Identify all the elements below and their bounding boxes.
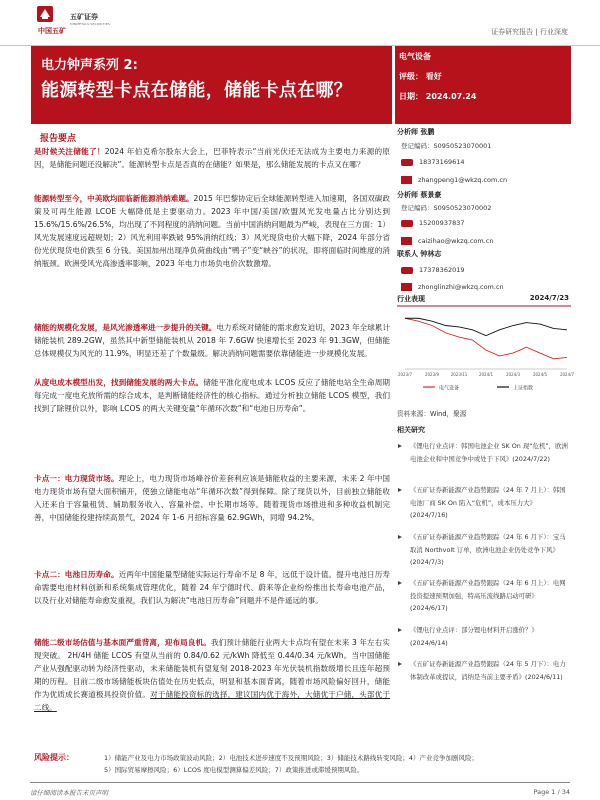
disclaimer-note[interactable]: 请仔细阅读本报告末页声明 (30, 789, 108, 797)
related-item-text[interactable]: 《锂电行业点评：韩国电池企业 SK On 现“危机”，欧洲电池企业和中国竞争中或处于下风》(2024/7/22) (410, 442, 568, 463)
title-banner (31, 46, 392, 124)
brand-name: 五矿证券 (70, 13, 98, 21)
related-item[interactable] (400, 624, 570, 649)
brand-logo (70, 12, 110, 26)
chart-source: 资料来源：Wind，聚源 (397, 410, 467, 418)
chart-date: 2024/7/23 (529, 294, 569, 302)
paragraph-body: 电力系统对储能的需求愈发迫切，2023 年全球累计储能装机 289.2GW，虽然其中新型储能装机从 2018 年 7.6GW 快速增长至 2023 年 91.3GW，但储能总体规模仅为风光的 11.9%，明显还差了个数量级。解决消纳问题需要依靠储能进一步规模化发展。 (34, 323, 390, 359)
x-tick-label: 2024/1 (478, 372, 494, 377)
paragraph-body: 2024 年伯克希尔股东大会上，巴菲特表示“当前光伏还无法成为主要电力来源的原因，是储能问题还没解决”。能源转型卡点是否真的在储能？如果是，那么储能发展的卡点又在哪？ (34, 147, 391, 170)
paragraph-body: 2015 年巴黎协定后全球能源转型进入加速期，各国双碳政策及可再生能源 LCOE 大幅降低是主要驱动力。2023 年中国/美国/欧盟风光发电量占比分别达到 15.6%/15.6%/26.5%，均出现了不同程度的消纳问题。当前中国消纳问题最为严峻，表现在三方面：1）风光发展速度远超规划；2）风光利用率跌破 95%消纳红线；3）风光现货电价大幅下降，2024 年部分省份光伏现货电价跌至 6 分钱。美国加州出现净负荷曲线由“鸭子”变“峡谷”的状况，即将面临时间维度的消纳瓶颈。欧洲受风光高渗透率影响，2023 年电力市场负电价次数激增。 (34, 194, 390, 269)
x-tick-label: 2023/11 (450, 372, 468, 377)
page-number: Page 1 / 34 (533, 788, 570, 796)
date-label: 日期： 2024.07.24 (399, 92, 477, 101)
risk-warning (34, 752, 574, 776)
page-title: 能源转型卡点在储能，储能卡点在哪？ (41, 80, 353, 101)
page-footer (30, 782, 570, 798)
related-item[interactable] (400, 484, 570, 522)
related-item-text[interactable]: 《五矿证券新能源产业趋势跟踪（24 年 5 月下）：电力体制改革或提议，消纳是当前主要矛盾》(2024/6/11) (410, 660, 566, 681)
brand-name-en: MINMETALS SECURITIES (70, 22, 110, 26)
x-tick-label: 2023/7 (397, 372, 413, 377)
industry-performance-chart (397, 289, 575, 401)
paragraph-lead: 能源转型至今，中美欧均面临新能源消纳难题。 (34, 194, 194, 203)
x-tick-label: 2024/3 (505, 372, 521, 377)
related-item[interactable] (400, 658, 570, 683)
phone-text: 17378362019 (419, 266, 465, 274)
risk-line-2: 5）国际贸易摩擦风险；6）LCOS 度电模型测算偏差风险；7）政策推进或滞缓预期风险。 (104, 766, 364, 774)
paragraph-body: 我们预计储能行业两大卡点均有望在未来 3 年左右实现突破。 2H/4H 储能 LCOS 有望从当前的 0.84/0.62 元/kWh 降低至 0.44/0.34 元/kWh。当中国储能产业从强配驱动转为经济性驱动，未来储能装机有望复刻 2018-2023 年光伏装机指数级增长且连年超预期的历程。目前二级市场储能板块估值处在历史低点，明显和基本面背离，随着市场风险偏好回升，储能作为优质成长赛道极具投资价值。 (34, 638, 390, 700)
phone-text: 15200937837 (419, 219, 465, 227)
performance-svg (397, 289, 575, 397)
risk-label: 风险提示： (34, 753, 74, 762)
analyst-email[interactable] (401, 237, 494, 245)
industry-label: 电气设备 (399, 52, 431, 61)
summary-paragraph-2 (34, 192, 390, 271)
analyst-reg: 登记编码：S0950523070001 (401, 142, 492, 150)
legend-label-series2: 上证指数 (513, 385, 534, 392)
chart-title: 行业表现 (397, 295, 425, 303)
related-item[interactable] (400, 577, 570, 615)
page-header (0, 0, 600, 46)
paragraph-body: 近两年中国能量型储能实际运行寿命不足 8 年，远低于设计值。提升电池日历寿命需要电池材料创新和系统集成管理优化，随着 24 年宁德时代、蔚来等企业纷纷推出长寿命电池产品，以及行业对储能寿命愈发重视，我们认为解决“电池日历寿命”问题并不是件遥远的事。 (34, 570, 391, 606)
related-item-text[interactable]: 《五矿证券新能源产业趋势跟踪（24 年 7 月上）：韩国电池厂商 SK On 陷入“危机”，成本压力大》(2024/7/16) (410, 486, 566, 520)
paragraph-body: 储能平准化度电成本 LCOS 反应了储能电站全生命周期每完成一度电充放所需的综合成本，是判断储能经济性的核心指标。通过分析独立储能 LCOS 模型，我们找到了除锂价以外，影响 LCOS 的两大关键变量“年循环次数”和“电池日历寿命”。 (34, 378, 390, 414)
paragraph-body: 理论上，电力现货市场峰谷价差套利应该是储能收益的主要来源，未来 2 年中国电力现货市场有望大面积铺开，使独立储能电站“年循环次数”得到保障。除了现货以外，目前独立储能收入还来自于容量租赁、辅助服务收入、容量补偿、中长期市场等。随着现货市场推进和多种收益机制完善，中国储能投建持续高景气，2024 年 1-6 月招标容量 62.9GWh，同增 94.2%。 (34, 474, 391, 523)
paragraph-lead: 卡点一：电力现货市场。 (34, 474, 119, 483)
logo-main-text: 中国五矿 (38, 27, 66, 35)
email-text[interactable]: zhangpeng1@wkzq.com.cn (418, 176, 508, 184)
analyst-reg: 登记编码：S0950523070002 (401, 204, 492, 212)
legend-label-series1: 电气设备 (439, 385, 460, 392)
paragraph-lead: 储能的规模化发展，是风光渗透率进一步提升的关键。 (34, 323, 217, 332)
summary-paragraph-6 (34, 568, 390, 607)
email-text[interactable]: zhonglinzhi@wkzq.com.cn (418, 283, 504, 291)
summary-paragraph-4 (34, 376, 390, 415)
summary-paragraph-1 (34, 145, 390, 171)
phone-icon (401, 267, 413, 274)
email-icon (401, 237, 412, 245)
paragraph-lead: 卡点二：电池日历寿命。 (34, 570, 119, 579)
related-research-heading: 相关研究 (397, 426, 425, 434)
phone-icon (401, 159, 413, 166)
paragraph-lead: 储能二级市场估值与基本面严重背离，迎布局良机。 (34, 638, 211, 647)
phone-text: 18373169614 (419, 158, 465, 166)
series-line-2 (405, 318, 567, 335)
related-item-text[interactable]: 《五矿证券新能源产业趋势跟踪（24 年 6 月下）：宝马取消 Northvolt 订单，欧洲电池企业仍处竞争下风》(2024/7/3) (410, 533, 566, 567)
x-tick-label: 2024/5 (532, 372, 548, 377)
summary-paragraph-7 (34, 636, 390, 715)
related-item[interactable] (400, 531, 570, 569)
summary-heading: 报告要点 (40, 134, 77, 144)
analyst-name: 分析师 张鹏 (397, 128, 435, 136)
analyst-name: 分析师 蔡景豪 (397, 191, 442, 199)
analyst-email[interactable] (401, 176, 507, 184)
report-type: 证券研究报告 | 行业深度 (491, 28, 568, 36)
minmetals-logo-icon (37, 6, 53, 22)
x-tick-label: 2023/9 (424, 372, 440, 377)
analyst-phone (401, 158, 465, 166)
x-tick-label: 2024/7 (559, 372, 575, 377)
related-item-text[interactable]: 《五矿证券新能源产业趋势跟踪（24 年 6 月上）：电网投资提速预期加强，特高压流线路启动可研》(2024/6/17) (410, 579, 566, 613)
analyst-phone (401, 266, 465, 274)
rating-box (395, 46, 571, 124)
analyst-name: 联系人 钟林志 (397, 250, 442, 258)
series-title: 电力钟声系列 2: (41, 58, 138, 73)
risk-line-1: 1）储能产业及电力市场政策波动风险；2）电池技术进步速度不及预期风险；3）储能技术路线转变风险；4）产业竞争加剧风险； (104, 754, 479, 762)
summary-paragraph-3 (34, 321, 390, 360)
series-line-1 (405, 318, 567, 359)
email-text[interactable]: caizihao@wkzq.com.cn (418, 237, 494, 245)
rating-label: 评级： 看好 (399, 72, 442, 81)
analyst-phone (401, 219, 465, 227)
paragraph-lead: 从度电成本模型出发，找到储能发展的两大卡点。 (34, 378, 204, 387)
paragraph-lead: 是时候关注储能了！ (34, 147, 105, 156)
summary-paragraph-5 (34, 472, 390, 524)
phone-icon (401, 220, 413, 227)
paragraph-tail: 对于储能投资标的选择，建议国内优于海外，大储优于户储，头部优于二线。 (34, 690, 391, 713)
related-item-text[interactable]: 《锂电行业点评：部分锂电材料开启涨价？》(2024/6/14) (410, 626, 538, 647)
email-icon (401, 176, 412, 184)
related-item[interactable] (400, 440, 570, 465)
